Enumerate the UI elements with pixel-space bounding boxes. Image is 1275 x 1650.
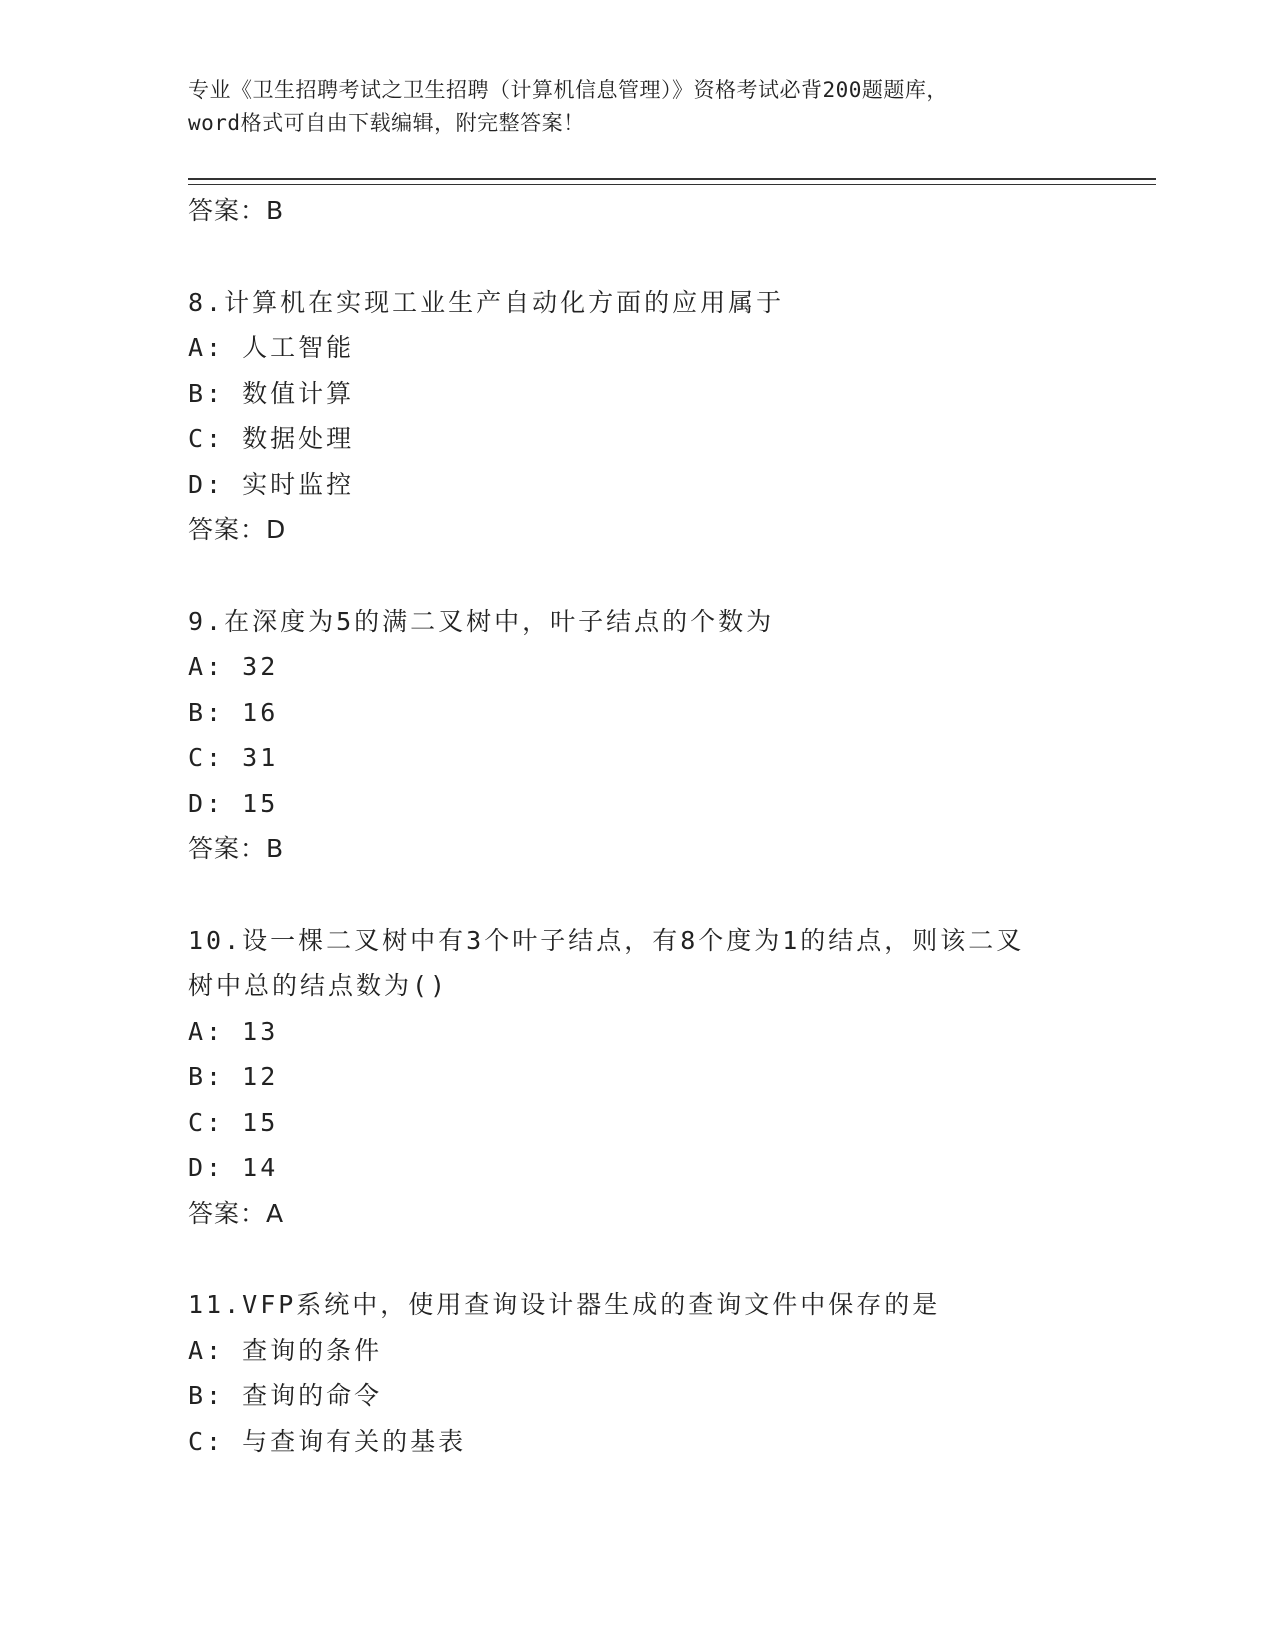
question-stem: 8.计算机在实现工业生产自动化方面的应用属于 (188, 287, 785, 317)
question-block (188, 599, 1148, 872)
answer-line: 答案：D (188, 515, 287, 544)
option-c: C: 数据处理 (188, 424, 355, 453)
option-a: A: 32 (188, 652, 279, 681)
spacer (188, 234, 1148, 280)
option-b: B: 12 (188, 1062, 279, 1091)
header-divider-thin (188, 184, 1156, 185)
option-b: B: 查询的命令 (188, 1381, 383, 1410)
option-a: A: 查询的条件 (188, 1335, 383, 1365)
option-d: D: 15 (188, 788, 279, 818)
header-line-2: word格式可自由下载编辑，附完整答案！ (188, 111, 585, 135)
spacer (188, 1236, 1148, 1282)
question-stem: 10.设一棵二叉树中有3个叶子结点，有8个度为1的结点，则该二叉 (188, 925, 1025, 955)
option-c: C: 15 (188, 1107, 279, 1137)
option-d: D: 14 (188, 1153, 279, 1182)
option-c: C: 与查询有关的基表 (188, 1426, 467, 1456)
document-header (188, 74, 1088, 140)
question-block (188, 1282, 1148, 1464)
question-block (188, 918, 1148, 1237)
answer-line: 答案：A (188, 1198, 285, 1228)
header-line-1: 专业《卫生招聘考试之卫生招聘（计算机信息管理）》资格考试必背200题题库， (188, 78, 948, 102)
question-stem: 11.VFP系统中，使用查询设计器生成的查询文件中保存的是 (188, 1290, 941, 1319)
spacer (188, 872, 1148, 918)
option-a: A: 13 (188, 1016, 279, 1046)
question-stem: 9.在深度为5的满二叉树中，叶子结点的个数为 (188, 606, 775, 636)
spacer (188, 553, 1148, 599)
option-a: A: 人工智能 (188, 333, 355, 362)
option-c: C: 31 (188, 743, 279, 772)
question-list (188, 188, 1148, 1464)
question-block (188, 280, 1148, 553)
option-b: B: 数值计算 (188, 378, 355, 408)
option-b: B: 16 (188, 697, 279, 727)
option-d: D: 实时监控 (188, 469, 355, 499)
question-stem-continued: 树中总的结点数为() (188, 971, 449, 1000)
answer-line: 答案：B (188, 196, 285, 225)
header-divider (188, 178, 1156, 180)
answer-line: 答案：B (188, 834, 285, 863)
